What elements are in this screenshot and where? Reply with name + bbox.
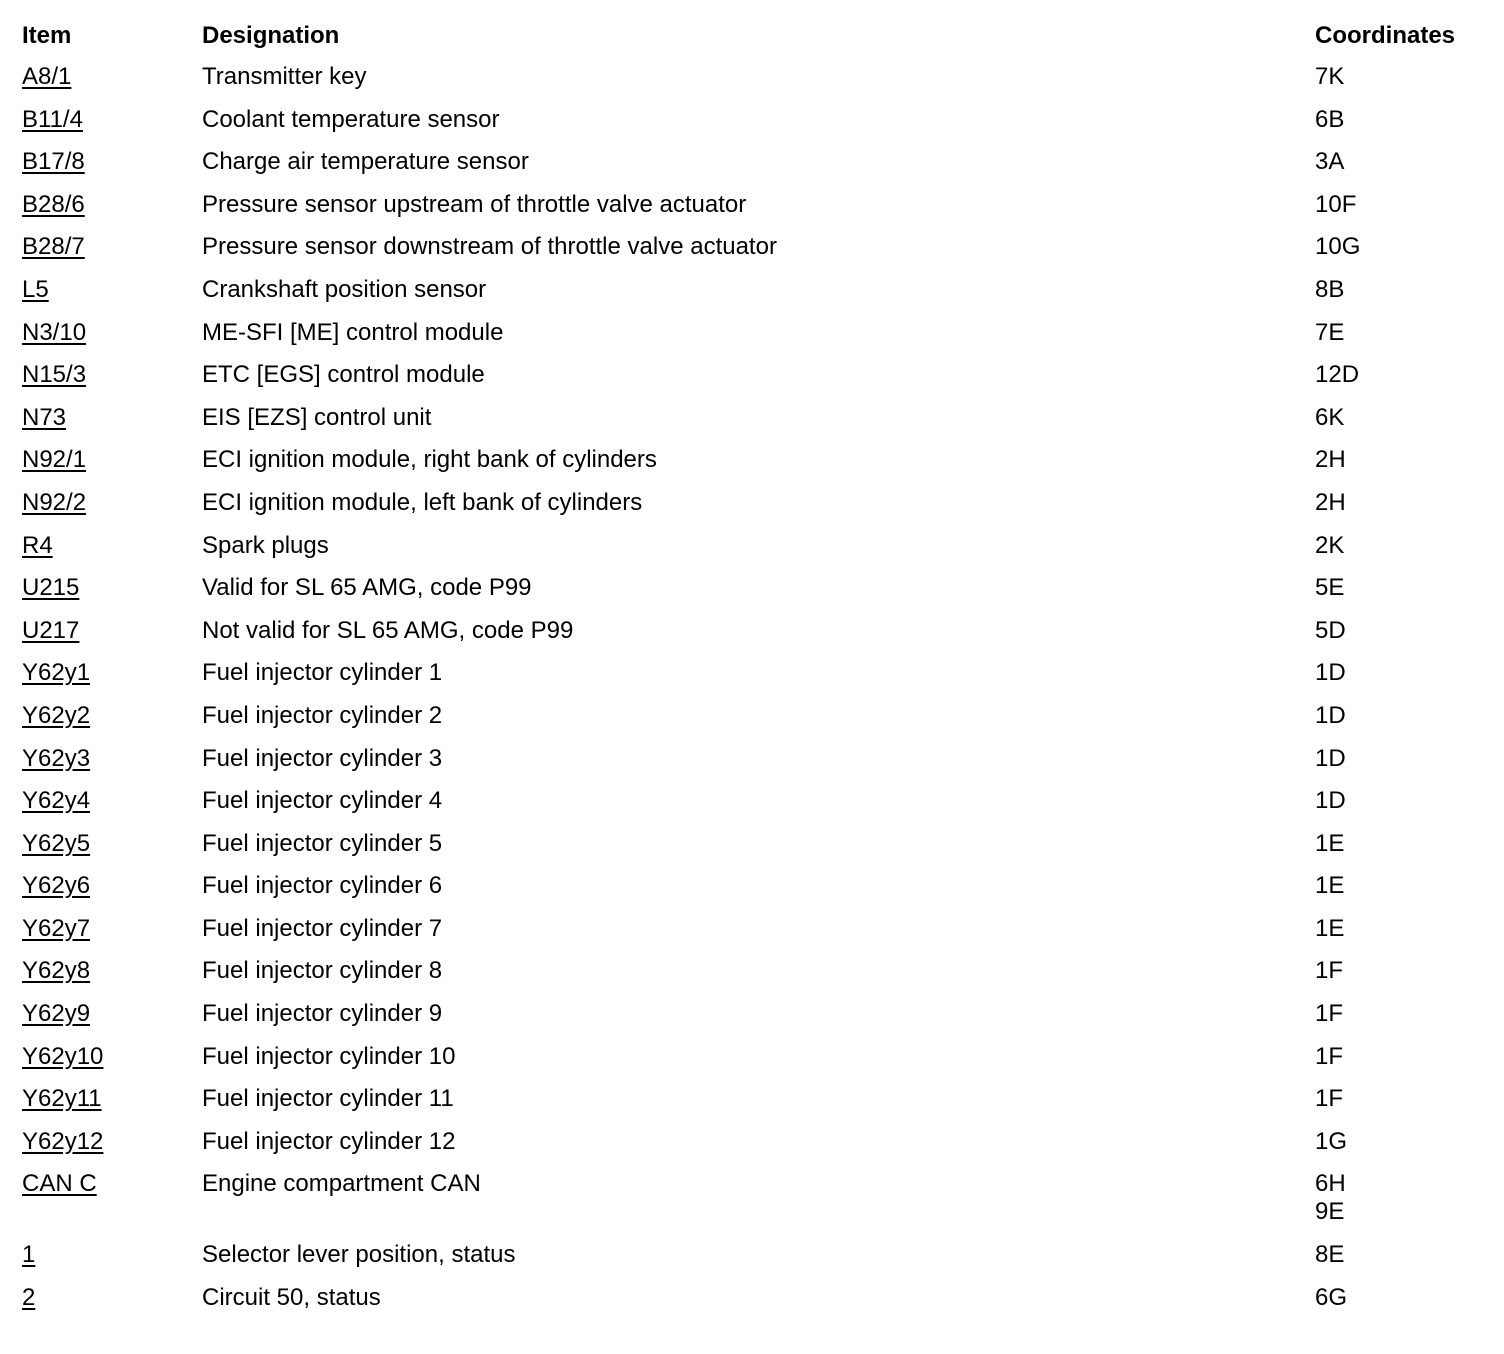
coordinates-cell bbox=[1315, 361, 1359, 389]
designation-cell: Fuel injector cylinder 9 bbox=[202, 1000, 443, 1028]
table-row bbox=[22, 787, 1492, 830]
table-row bbox=[22, 1043, 1492, 1086]
table-row bbox=[22, 872, 1492, 915]
item-link[interactable]: N15/3 bbox=[22, 361, 87, 389]
coordinates-cell bbox=[1315, 404, 1344, 432]
item-link[interactable]: 1 bbox=[22, 1241, 36, 1269]
designation-cell: Fuel injector cylinder 8 bbox=[202, 957, 443, 985]
legend-table bbox=[22, 22, 1492, 1327]
coordinates-cell bbox=[1315, 233, 1360, 261]
item-cell bbox=[22, 489, 202, 517]
coordinate-value: 3A bbox=[1315, 148, 1345, 176]
coordinates-cell bbox=[1315, 659, 1346, 687]
coordinates-cell bbox=[1315, 276, 1344, 304]
designation-cell: Coolant temperature sensor bbox=[202, 105, 500, 133]
item-cell bbox=[22, 872, 202, 900]
coordinates-cell bbox=[1315, 106, 1344, 134]
table-row bbox=[22, 702, 1492, 745]
coordinates-cell bbox=[1315, 872, 1344, 900]
coordinate-value: 1F bbox=[1315, 1085, 1344, 1113]
item-link[interactable]: Y62y9 bbox=[22, 1000, 91, 1028]
designation-cell: Pressure sensor upstream of throttle valve actuator bbox=[202, 190, 747, 218]
designation-cell: Charge air temperature sensor bbox=[202, 148, 529, 176]
item-cell bbox=[22, 1000, 202, 1028]
designation-cell: ECI ignition module, left bank of cylinders bbox=[202, 488, 643, 516]
table-row bbox=[22, 1128, 1492, 1171]
designation-cell: Pressure sensor downstream of throttle valve actuator bbox=[202, 233, 777, 261]
coordinates-cell bbox=[1315, 1128, 1347, 1156]
coordinate-value: 1F bbox=[1315, 1000, 1344, 1028]
item-cell bbox=[22, 702, 202, 730]
table-row bbox=[22, 659, 1492, 702]
item-link[interactable]: A8/1 bbox=[22, 63, 72, 90]
designation-cell: ETC [EGS] control module bbox=[202, 361, 485, 389]
item-link[interactable]: R4 bbox=[22, 531, 53, 559]
designation-cell: ME-SFI [ME] control module bbox=[202, 318, 504, 346]
designation-cell: Fuel injector cylinder 7 bbox=[202, 914, 443, 942]
coordinate-value: 10G bbox=[1315, 233, 1361, 261]
table-row bbox=[22, 361, 1492, 404]
item-cell bbox=[22, 233, 202, 261]
item-link[interactable]: Y62y2 bbox=[22, 701, 91, 729]
item-link[interactable]: Y62y11 bbox=[22, 1085, 102, 1113]
item-link[interactable]: Y62y7 bbox=[22, 914, 91, 942]
designation-cell: Fuel injector cylinder 10 bbox=[202, 1042, 456, 1070]
header-coordinates: Coordinates bbox=[1315, 22, 1456, 49]
table-row bbox=[22, 319, 1492, 362]
item-cell bbox=[22, 830, 202, 858]
designation-cell: Fuel injector cylinder 6 bbox=[202, 872, 443, 900]
designation-cell: Fuel injector cylinder 5 bbox=[202, 829, 443, 857]
item-cell bbox=[22, 787, 202, 815]
table-row bbox=[22, 1241, 1492, 1284]
coordinates-cell bbox=[1315, 745, 1346, 773]
coordinates-cell bbox=[1315, 532, 1344, 560]
item-cell bbox=[22, 745, 202, 773]
coordinates-cell bbox=[1315, 915, 1344, 943]
designation-cell: Fuel injector cylinder 4 bbox=[202, 787, 443, 815]
coordinates-cell bbox=[1315, 1284, 1347, 1312]
designation-cell: Circuit 50, status bbox=[202, 1284, 381, 1312]
header-designation: Designation bbox=[202, 22, 340, 49]
coordinate-value: 7E bbox=[1315, 318, 1345, 346]
designation-cell: Valid for SL 65 AMG, code P99 bbox=[202, 574, 532, 602]
table-row bbox=[22, 617, 1492, 660]
item-link[interactable]: 2 bbox=[22, 1284, 36, 1312]
designation-cell: Engine compartment CAN bbox=[202, 1170, 481, 1198]
item-cell bbox=[22, 404, 202, 432]
item-cell bbox=[22, 148, 202, 176]
table-row bbox=[22, 1085, 1492, 1128]
coordinate-value: 1D bbox=[1315, 787, 1346, 815]
table-body bbox=[22, 63, 1492, 1327]
item-cell bbox=[22, 1085, 202, 1113]
coordinate-value: 1E bbox=[1315, 914, 1345, 942]
table-row bbox=[22, 404, 1492, 447]
coordinates-cell bbox=[1315, 1043, 1343, 1071]
coordinate-value: 1E bbox=[1315, 829, 1345, 857]
coordinate-value: 1G bbox=[1315, 1127, 1348, 1155]
table-row bbox=[22, 745, 1492, 788]
coordinate-value: 1D bbox=[1315, 744, 1346, 772]
item-cell bbox=[22, 617, 202, 645]
item-cell bbox=[22, 1128, 202, 1156]
item-cell bbox=[22, 915, 202, 943]
coordinate-value: 1D bbox=[1315, 659, 1346, 687]
coordinate-value: 5D bbox=[1315, 616, 1346, 644]
table-row bbox=[22, 148, 1492, 191]
coordinate-value: 8E bbox=[1315, 1241, 1345, 1269]
coordinates-cell bbox=[1315, 574, 1344, 602]
coordinate-value: 1D bbox=[1315, 701, 1346, 729]
item-cell bbox=[22, 319, 202, 347]
table-row bbox=[22, 446, 1492, 489]
coordinates-cell bbox=[1315, 957, 1343, 985]
item-cell bbox=[22, 1284, 202, 1312]
coordinate-value: 6K bbox=[1315, 403, 1345, 431]
item-link[interactable]: L5 bbox=[22, 275, 49, 303]
designation-cell: Selector lever position, status bbox=[202, 1241, 516, 1269]
table-row bbox=[22, 957, 1492, 1000]
coordinate-value: 6B bbox=[1315, 105, 1345, 133]
item-cell bbox=[22, 1241, 202, 1269]
table-row bbox=[22, 574, 1492, 617]
item-cell bbox=[22, 957, 202, 985]
item-link[interactable]: U217 bbox=[22, 616, 80, 644]
coordinate-value: 2K bbox=[1315, 531, 1345, 559]
coordinates-cell bbox=[1315, 702, 1346, 730]
item-cell bbox=[22, 532, 202, 560]
coordinate-value: 9E bbox=[1315, 1198, 1345, 1226]
coordinates-cell bbox=[1315, 1085, 1343, 1113]
table-row bbox=[22, 830, 1492, 873]
coordinate-value: 5E bbox=[1315, 574, 1345, 602]
table-row bbox=[22, 489, 1492, 532]
item-link[interactable]: Y62y12 bbox=[22, 1127, 104, 1155]
table-row bbox=[22, 106, 1492, 149]
coordinate-value: 1F bbox=[1315, 957, 1344, 985]
item-cell bbox=[22, 1170, 202, 1198]
coordinates-cell bbox=[1315, 617, 1346, 645]
item-cell bbox=[22, 446, 202, 474]
coordinates-cell bbox=[1315, 191, 1356, 219]
coordinates-cell bbox=[1315, 787, 1346, 815]
coordinates-cell bbox=[1315, 1000, 1343, 1028]
coordinates-cell bbox=[1315, 63, 1344, 91]
table-row bbox=[22, 276, 1492, 319]
item-cell bbox=[22, 574, 202, 602]
coordinates-cell bbox=[1315, 1170, 1346, 1226]
item-cell bbox=[22, 63, 202, 91]
coordinate-value: 2H bbox=[1315, 446, 1346, 474]
header-item: Item bbox=[22, 22, 72, 49]
designation-cell: Fuel injector cylinder 12 bbox=[202, 1127, 456, 1155]
item-link[interactable]: B17/8 bbox=[22, 148, 85, 176]
item-link[interactable]: B11/4 bbox=[22, 105, 83, 133]
table-row bbox=[22, 1000, 1492, 1043]
item-link[interactable]: N92/1 bbox=[22, 446, 87, 474]
item-link[interactable]: Y62y4 bbox=[22, 787, 91, 815]
coordinate-value: 10F bbox=[1315, 190, 1357, 218]
item-link[interactable]: Y62y5 bbox=[22, 829, 91, 857]
designation-cell: Crankshaft position sensor bbox=[202, 275, 487, 303]
designation-cell: Fuel injector cylinder 11 bbox=[202, 1085, 454, 1113]
designation-cell: EIS [EZS] control unit bbox=[202, 403, 432, 431]
item-cell bbox=[22, 191, 202, 219]
coordinate-value: 6H bbox=[1315, 1170, 1346, 1198]
item-cell bbox=[22, 276, 202, 304]
table-row bbox=[22, 63, 1492, 106]
item-cell bbox=[22, 361, 202, 389]
item-link[interactable]: Y62y1 bbox=[22, 659, 91, 687]
table-row bbox=[22, 233, 1492, 276]
coordinate-value: 1F bbox=[1315, 1042, 1344, 1070]
table-header bbox=[22, 22, 1492, 63]
coordinates-cell bbox=[1315, 148, 1344, 176]
item-cell bbox=[22, 106, 202, 134]
item-cell bbox=[22, 1043, 202, 1071]
table-row bbox=[22, 532, 1492, 575]
designation-cell: Not valid for SL 65 AMG, code P99 bbox=[202, 616, 574, 644]
coordinates-cell bbox=[1315, 1241, 1344, 1269]
coordinate-value: 2H bbox=[1315, 488, 1346, 516]
coordinates-cell bbox=[1315, 489, 1346, 517]
item-link[interactable]: B28/7 bbox=[22, 233, 85, 261]
table-row bbox=[22, 1170, 1492, 1241]
item-link[interactable]: Y62y8 bbox=[22, 957, 91, 985]
item-link[interactable]: CAN C bbox=[22, 1170, 97, 1198]
table-row bbox=[22, 191, 1492, 234]
coordinates-cell bbox=[1315, 830, 1344, 858]
coordinate-value: 12D bbox=[1315, 361, 1360, 389]
coordinate-value: 7K bbox=[1315, 63, 1345, 90]
coordinate-value: 8B bbox=[1315, 275, 1345, 303]
table-row bbox=[22, 1284, 1492, 1327]
table-row bbox=[22, 915, 1492, 958]
coordinate-value: 1E bbox=[1315, 872, 1345, 900]
item-link[interactable]: Y62y10 bbox=[22, 1042, 104, 1070]
designation-cell: Transmitter key bbox=[202, 63, 367, 90]
coordinates-cell bbox=[1315, 319, 1344, 347]
item-link[interactable]: Y62y3 bbox=[22, 744, 91, 772]
item-cell bbox=[22, 659, 202, 687]
designation-cell: Fuel injector cylinder 2 bbox=[202, 701, 443, 729]
item-link[interactable]: B28/6 bbox=[22, 190, 85, 218]
item-link[interactable]: N73 bbox=[22, 403, 67, 431]
item-link[interactable]: N3/10 bbox=[22, 318, 87, 346]
coordinate-value: 6G bbox=[1315, 1284, 1348, 1312]
designation-cell: Fuel injector cylinder 3 bbox=[202, 744, 443, 772]
designation-cell: ECI ignition module, right bank of cylinders bbox=[202, 446, 657, 474]
item-link[interactable]: U215 bbox=[22, 574, 80, 602]
designation-cell: Fuel injector cylinder 1 bbox=[202, 659, 443, 687]
designation-cell: Spark plugs bbox=[202, 531, 329, 559]
item-link[interactable]: Y62y6 bbox=[22, 872, 91, 900]
item-link[interactable]: N92/2 bbox=[22, 488, 87, 516]
coordinates-cell bbox=[1315, 446, 1346, 474]
